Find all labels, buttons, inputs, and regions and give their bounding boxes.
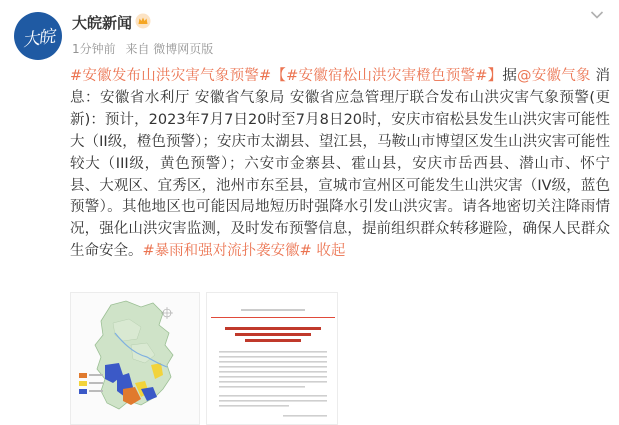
warning-document-image[interactable] [206, 292, 338, 425]
more-chevron-icon[interactable] [585, 10, 609, 30]
topic-link[interactable]: #安徽发布山洪灾害气象预警# [70, 68, 272, 84]
collapse-link[interactable]: 收起 [311, 243, 346, 260]
topic-link[interactable]: #暴雨和强对流扑袭安徽# [142, 243, 312, 260]
mention-link[interactable]: @安徽气象 [517, 68, 591, 84]
warning-map-image[interactable] [70, 292, 200, 425]
post-source: 来自 微博网页版 [125, 42, 214, 56]
post-meta [72, 40, 219, 57]
post-time[interactable]: 1分钟前 [72, 42, 116, 56]
post-header [0, 0, 619, 68]
post-text-segment: 消息：安徽省水利厅 安徽省气象局 安徽省应急管理厅联合发布山洪灾害气象预警(更新)：预计，2023年7月7日20时至7月8日20时，安庆市宿松县发生山洪灾害可能性大（II级，橙色预警）；安庆市太湖县、望江县，马鞍山市博望区发生山洪灾害可能性较大（III级，黄色预警）；六安市金寨县、霍山县，安庆市岳西县、潜山市、怀宁县、大观区、宜秀区，池州市东至县，宣城市宣州区可能发生山洪灾害（IV级，蓝色预警）。其他地区也可能因局地短历时强降水引发山洪灾害。请各地密切关注降雨情况，强化山洪灾害监测，及时发布预警信息，提前组织群众转移避险，确保人民群众生命安全。 [70, 68, 611, 260]
user-name[interactable]: 大皖新闻 [72, 14, 133, 32]
post-text-segment: 据 [502, 68, 518, 84]
crown-icon [135, 13, 151, 29]
avatar[interactable] [14, 12, 62, 60]
topic-link[interactable]: 【#安徽宿松山洪灾害橙色预警#】 [271, 68, 503, 84]
avatar-logo-text: 大皖 [21, 26, 56, 51]
post-text [70, 66, 610, 263]
image-gallery [70, 292, 610, 425]
